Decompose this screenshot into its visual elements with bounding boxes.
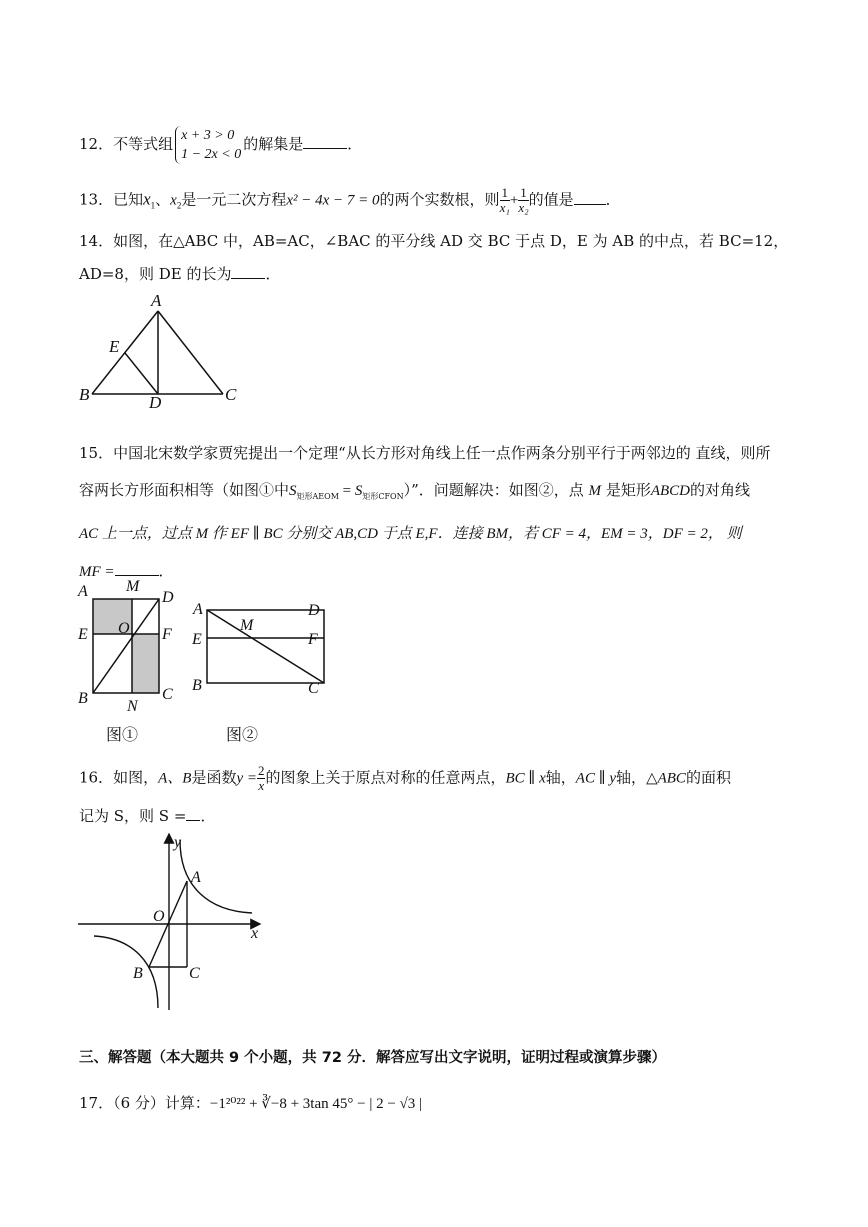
answer-blank-15[interactable] [115,561,159,576]
q17-number: 17． [79,1094,114,1112]
q16-line-2: 记为 S，则 S = [79,807,187,825]
q15-end: ． [158,562,174,580]
figure-hyperbola [70,828,270,1018]
q16-number: 16． [79,768,114,787]
inequality-system [175,126,241,164]
label-a-1: A [78,583,88,600]
diagonal-ac [207,610,324,683]
fraction-1-over-x1 [500,186,510,215]
q13-equation: x² − 4x − 7 = 0 [286,192,380,209]
label-e-1: E [78,626,88,643]
hyperbola-branch-2 [94,936,158,1008]
inequality-1: x + 3 > 0 [181,128,235,143]
label-a: A [151,291,162,310]
answer-blank-14[interactable] [231,264,265,279]
q16-end: ． [200,807,216,825]
question-16 [79,764,808,826]
q12-lead: 不等式组 [113,135,174,153]
label-m-2: M [240,617,254,634]
label-c-16: C [189,965,200,982]
area-s2-sub: 矩形CFON [362,492,404,501]
label-a-2: A [193,601,203,618]
q16-text-4: 轴， [545,768,576,787]
q12-tail: 的解集是 [243,135,304,153]
segment-de [125,353,158,394]
q13-number: 13． [79,190,114,209]
q14-end: ． [265,265,281,283]
q15-line-2a: 容两长方形面积相等（如图①中 [79,481,290,499]
label-e: E [109,337,120,356]
label-b-1: B [78,690,88,707]
q15-line-1: 中国北宋数学家贾宪提出一个定理“从长方形对角线上任一点作两条分别平行于两邻边的 直线，则所 [113,444,771,462]
q12-number: 12． [79,135,114,153]
label-c-2: C [308,680,319,697]
answer-blank-16[interactable] [186,806,200,821]
question-15 [79,435,808,591]
question-12 [79,126,808,164]
label-f-2: F [308,631,318,648]
caption-figure-2: 图② [226,725,259,744]
label-c-1: C [162,686,173,703]
frac2-num: 1 [520,185,527,200]
q16-text-6: 的面积 [685,768,731,787]
segment-ac [158,311,223,394]
q13-x1-sub: 1 [150,200,156,211]
q17-expression: −1²⁰²² + ∛−8 + 3tan 45° − | 2 − √3 | [209,1096,423,1112]
q13-text-3: 的两个实数根，则 [379,190,500,209]
label-d-1: D [162,589,174,606]
q16-bc: BC ∥ x [505,770,546,787]
area-s2: S [354,483,363,499]
label-f-1: F [162,626,172,643]
question-17 [79,1093,808,1114]
inequality-2: 1 − 2x < 0 [181,147,242,162]
figure-triangle-abc [70,288,250,413]
rect-abcd: ABCD [650,483,691,499]
q15-equals: = [338,483,355,499]
label-y: y [174,834,182,851]
label-o-1: O [118,620,130,637]
section-3-heading: 三、解答题（本大题共 9 个小题，共 72 分．解答应写出文字说明，证明过程或演算步骤） [79,1050,666,1066]
q14-number: 14． [79,232,114,250]
q16-points-ab: A、B [158,770,192,787]
label-m-1: M [126,578,140,595]
label-d: D [149,393,162,412]
q16-y: y = [236,770,257,787]
shaded-rect-cfon [132,634,159,693]
q13-text-2: 是一元二次方程 [181,190,287,209]
q16-ac: AC ∥ y [575,770,617,787]
q13-text-1: 已知 [113,190,144,209]
q13-x2: x [170,192,177,209]
q13-text-4: 的值是 [528,190,574,209]
area-s1: S [289,483,297,499]
label-o: O [153,908,165,925]
q16-text-1: 如图， [113,768,159,787]
answer-blank-13[interactable] [574,190,606,205]
q12-end: ． [347,135,363,153]
q16-text-5: 轴， [616,768,647,787]
label-c: C [225,385,237,404]
label-a-16: A [191,869,201,886]
q13-sep: 、 [155,190,171,209]
q14-line-2: AD=8，则 DE 的长为 [79,265,232,283]
q13-x1: x [143,189,151,209]
q13-x2-sub: 2 [176,200,182,211]
q15-number: 15． [79,444,114,462]
area-s1-sub: 矩形AEOM [296,492,339,501]
answer-blank-12[interactable] [303,134,347,149]
q17-text: （6 分）计算： [113,1094,210,1112]
label-e-2: E [192,631,202,648]
question-13 [79,186,808,216]
q16-frac-num: 2 [257,763,265,778]
label-b-16: B [133,965,143,982]
q16-text-2: 是函数 [191,768,237,787]
q15-line-2c: 是矩形 [605,481,651,499]
figure-15-1 [74,578,184,718]
q15-line-3: AC 上一点，过点 M 作 EF ∥ BC 分别交 AB,CD 于点 E,F．连接 BM，若 CF = 4，EM = 3，DF = 2， 则 [79,526,742,542]
q16-abc: △ABC [646,770,686,787]
q13-end: ． [605,190,621,209]
q13-plus: + [509,192,519,209]
q15-mf: MF = [79,564,115,580]
q16-frac-den: x [258,778,265,793]
label-n-1: N [127,698,138,715]
label-x: x [251,925,259,942]
frac1-den: x₁ [499,200,510,215]
q15-line-2d: 的对角线 [690,481,751,499]
q16-text-3: 的图象上关于原点对称的任意两点， [265,768,506,787]
label-d-2: D [308,602,320,619]
figure-15-2 [188,598,338,703]
q15-line-2b: ）”．问题解决：如图②，点 [403,481,584,499]
label-b: B [79,385,90,404]
fraction-1-over-x2 [518,186,528,215]
point-m: M [588,483,602,499]
caption-figure-1: 图① [106,725,139,744]
question-14 [79,225,808,291]
label-b-2: B [192,677,202,694]
frac2-den: x₂ [518,200,529,215]
frac1-num: 1 [501,185,508,200]
q14-line-1: 如图，在△ABC 中，AB=AC，∠BAC 的平分线 AD 交 BC 于点 D，E 为 AB 的中点，若 BC=12， [113,232,789,250]
